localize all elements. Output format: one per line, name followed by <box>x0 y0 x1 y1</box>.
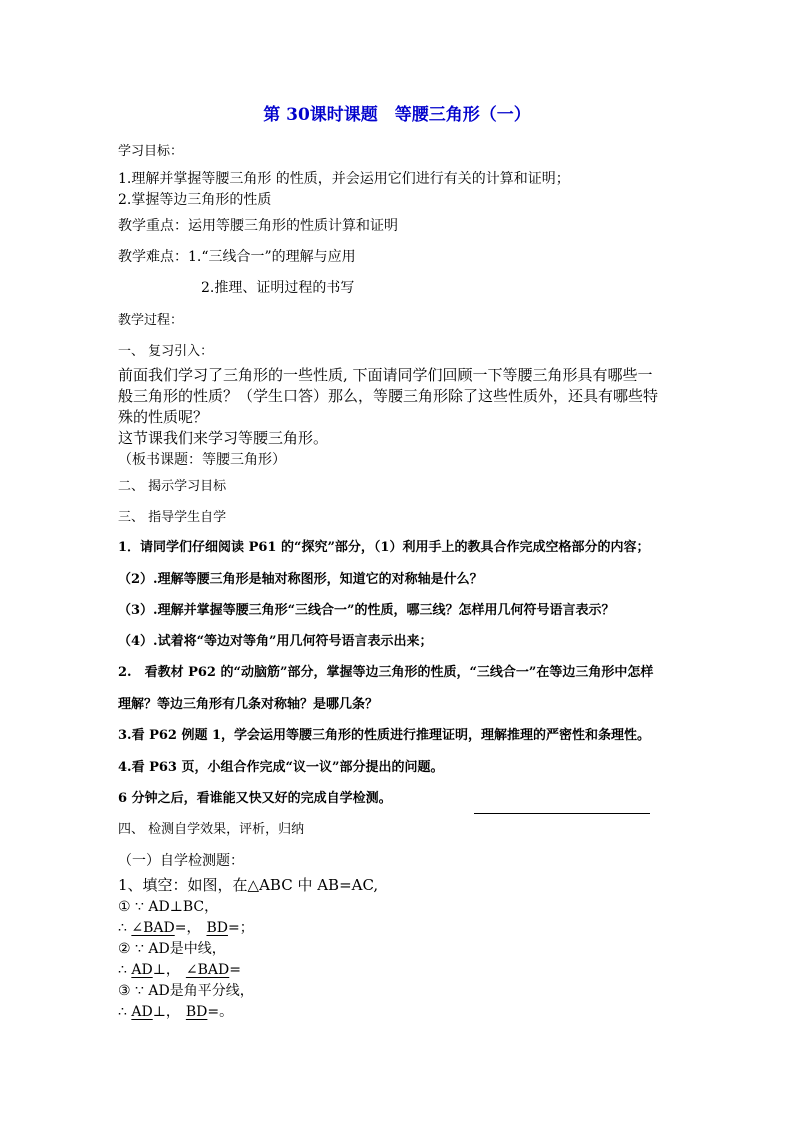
task-1-4: （4）.试着将“等边对等角”用几何符号语言表示出来； <box>118 634 433 649</box>
answer-rule <box>474 813 650 814</box>
answer-blank: ∠BAD <box>185 962 230 978</box>
equation-text: ⊥， <box>152 1004 180 1020</box>
section-check-heading: 四、 检测自学效果，评析，归纳 <box>118 822 305 837</box>
task-1-2: （2）.理解等腰三角形是轴对称图形，知道它的对称轴是什么？ <box>118 572 483 587</box>
key-points: 教学重点：运用等腰三角形的性质计算和证明 <box>118 218 398 234</box>
intro-paragraph-line: 这节课我们来学习等腰三角形。 <box>118 429 329 447</box>
difficulties-1: 教学难点：1.“三线合一”的理解与应用 <box>118 249 356 265</box>
intro-paragraph-line: 般三角形的性质？（学生口答）那么，等腰三角形除了这些性质外，还具有哪些特 <box>118 387 659 405</box>
answer-blank: ∠BAD <box>131 920 175 936</box>
intro-paragraph-line: 殊的性质呢？ <box>118 408 209 426</box>
task-2-line-1: 2. 看教材 P62 的“动脑筋”部分，掌握等边三角形的性质，“三线合一”在等边三角形中怎样 <box>118 665 654 680</box>
therefore-symbol: ∴ <box>118 1004 132 1020</box>
condition-2: ② ∵ AD是中线， <box>118 941 226 957</box>
process-heading: 教学过程： <box>118 313 184 328</box>
condition-1: ① ∵ AD⊥BC， <box>118 899 219 915</box>
task-1-3: （3）.理解并掌握等腰三角形“三线合一”的性质，哪三线？怎样用几何符号语言表示？ <box>118 603 615 618</box>
conclusion-3 <box>118 1005 233 1019</box>
conclusion-2 <box>118 963 241 977</box>
equation-text: =。 <box>207 1004 234 1020</box>
objectives-heading: 学习目标： <box>118 144 184 159</box>
task-1: 1．请同学们仔细阅读 P61 的“探究”部分，（1）利用手上的教具合作完成空格部分的内容； <box>118 540 650 555</box>
therefore-symbol: ∴ <box>118 920 132 936</box>
check-heading: （一）自学检测题： <box>118 853 244 869</box>
answer-blank: AD <box>131 1004 153 1020</box>
task-2-line-2: 理解？等边三角形有几条对称轴？是哪几条？ <box>118 697 379 712</box>
equation-text: =， <box>174 920 201 936</box>
therefore-symbol: ∴ <box>118 962 132 978</box>
answer-blank: BD <box>206 920 228 936</box>
objective-2: 2.掌握等边三角形的性质 <box>118 192 272 208</box>
equation-text: =； <box>227 920 254 936</box>
answer-blank: AD <box>131 962 153 978</box>
objective-1: 1.理解并掌握等腰三角形 的性质，并会运用它们进行有关的计算和证明； <box>118 171 570 187</box>
question-1: 1、填空：如图，在△ABC 中 AB=AC, <box>118 876 379 894</box>
condition-3: ③ ∵ AD是角平分线， <box>118 983 254 999</box>
answer-blank: BD <box>185 1004 208 1020</box>
task-4: 4.看 P63 页，小组合作完成“议一议”部分提出的问题。 <box>118 760 444 775</box>
conclusion-1 <box>118 921 254 935</box>
task-3: 3.看 P62 例题 1，学会运用等腰三角形的性质进行推理证明，理解推理的严密性和条理性。 <box>118 728 651 743</box>
equation-text: = <box>229 962 241 978</box>
section-review-heading: 一、 复习引入： <box>118 344 214 359</box>
section-selfstudy-heading: 三、 指导学生自学 <box>118 510 227 525</box>
task-5: 6 分钟之后，看谁能又快又好的完成自学检测。 <box>118 791 392 806</box>
page-title: 第 30课时课题 等腰三角形（一） <box>263 105 531 125</box>
intro-paragraph-line: 前面我们学习了三角形的一些性质, 下面请同学们回顾一下等腰三角形具有哪些一 <box>118 366 653 384</box>
equation-text: ⊥， <box>152 962 180 978</box>
difficulties-2: 2.推理、证明过程的书写 <box>201 280 355 296</box>
section-objectives-heading: 二、 揭示学习目标 <box>118 479 227 494</box>
intro-paragraph-line: （板书课题：等腰三角形） <box>118 452 286 468</box>
